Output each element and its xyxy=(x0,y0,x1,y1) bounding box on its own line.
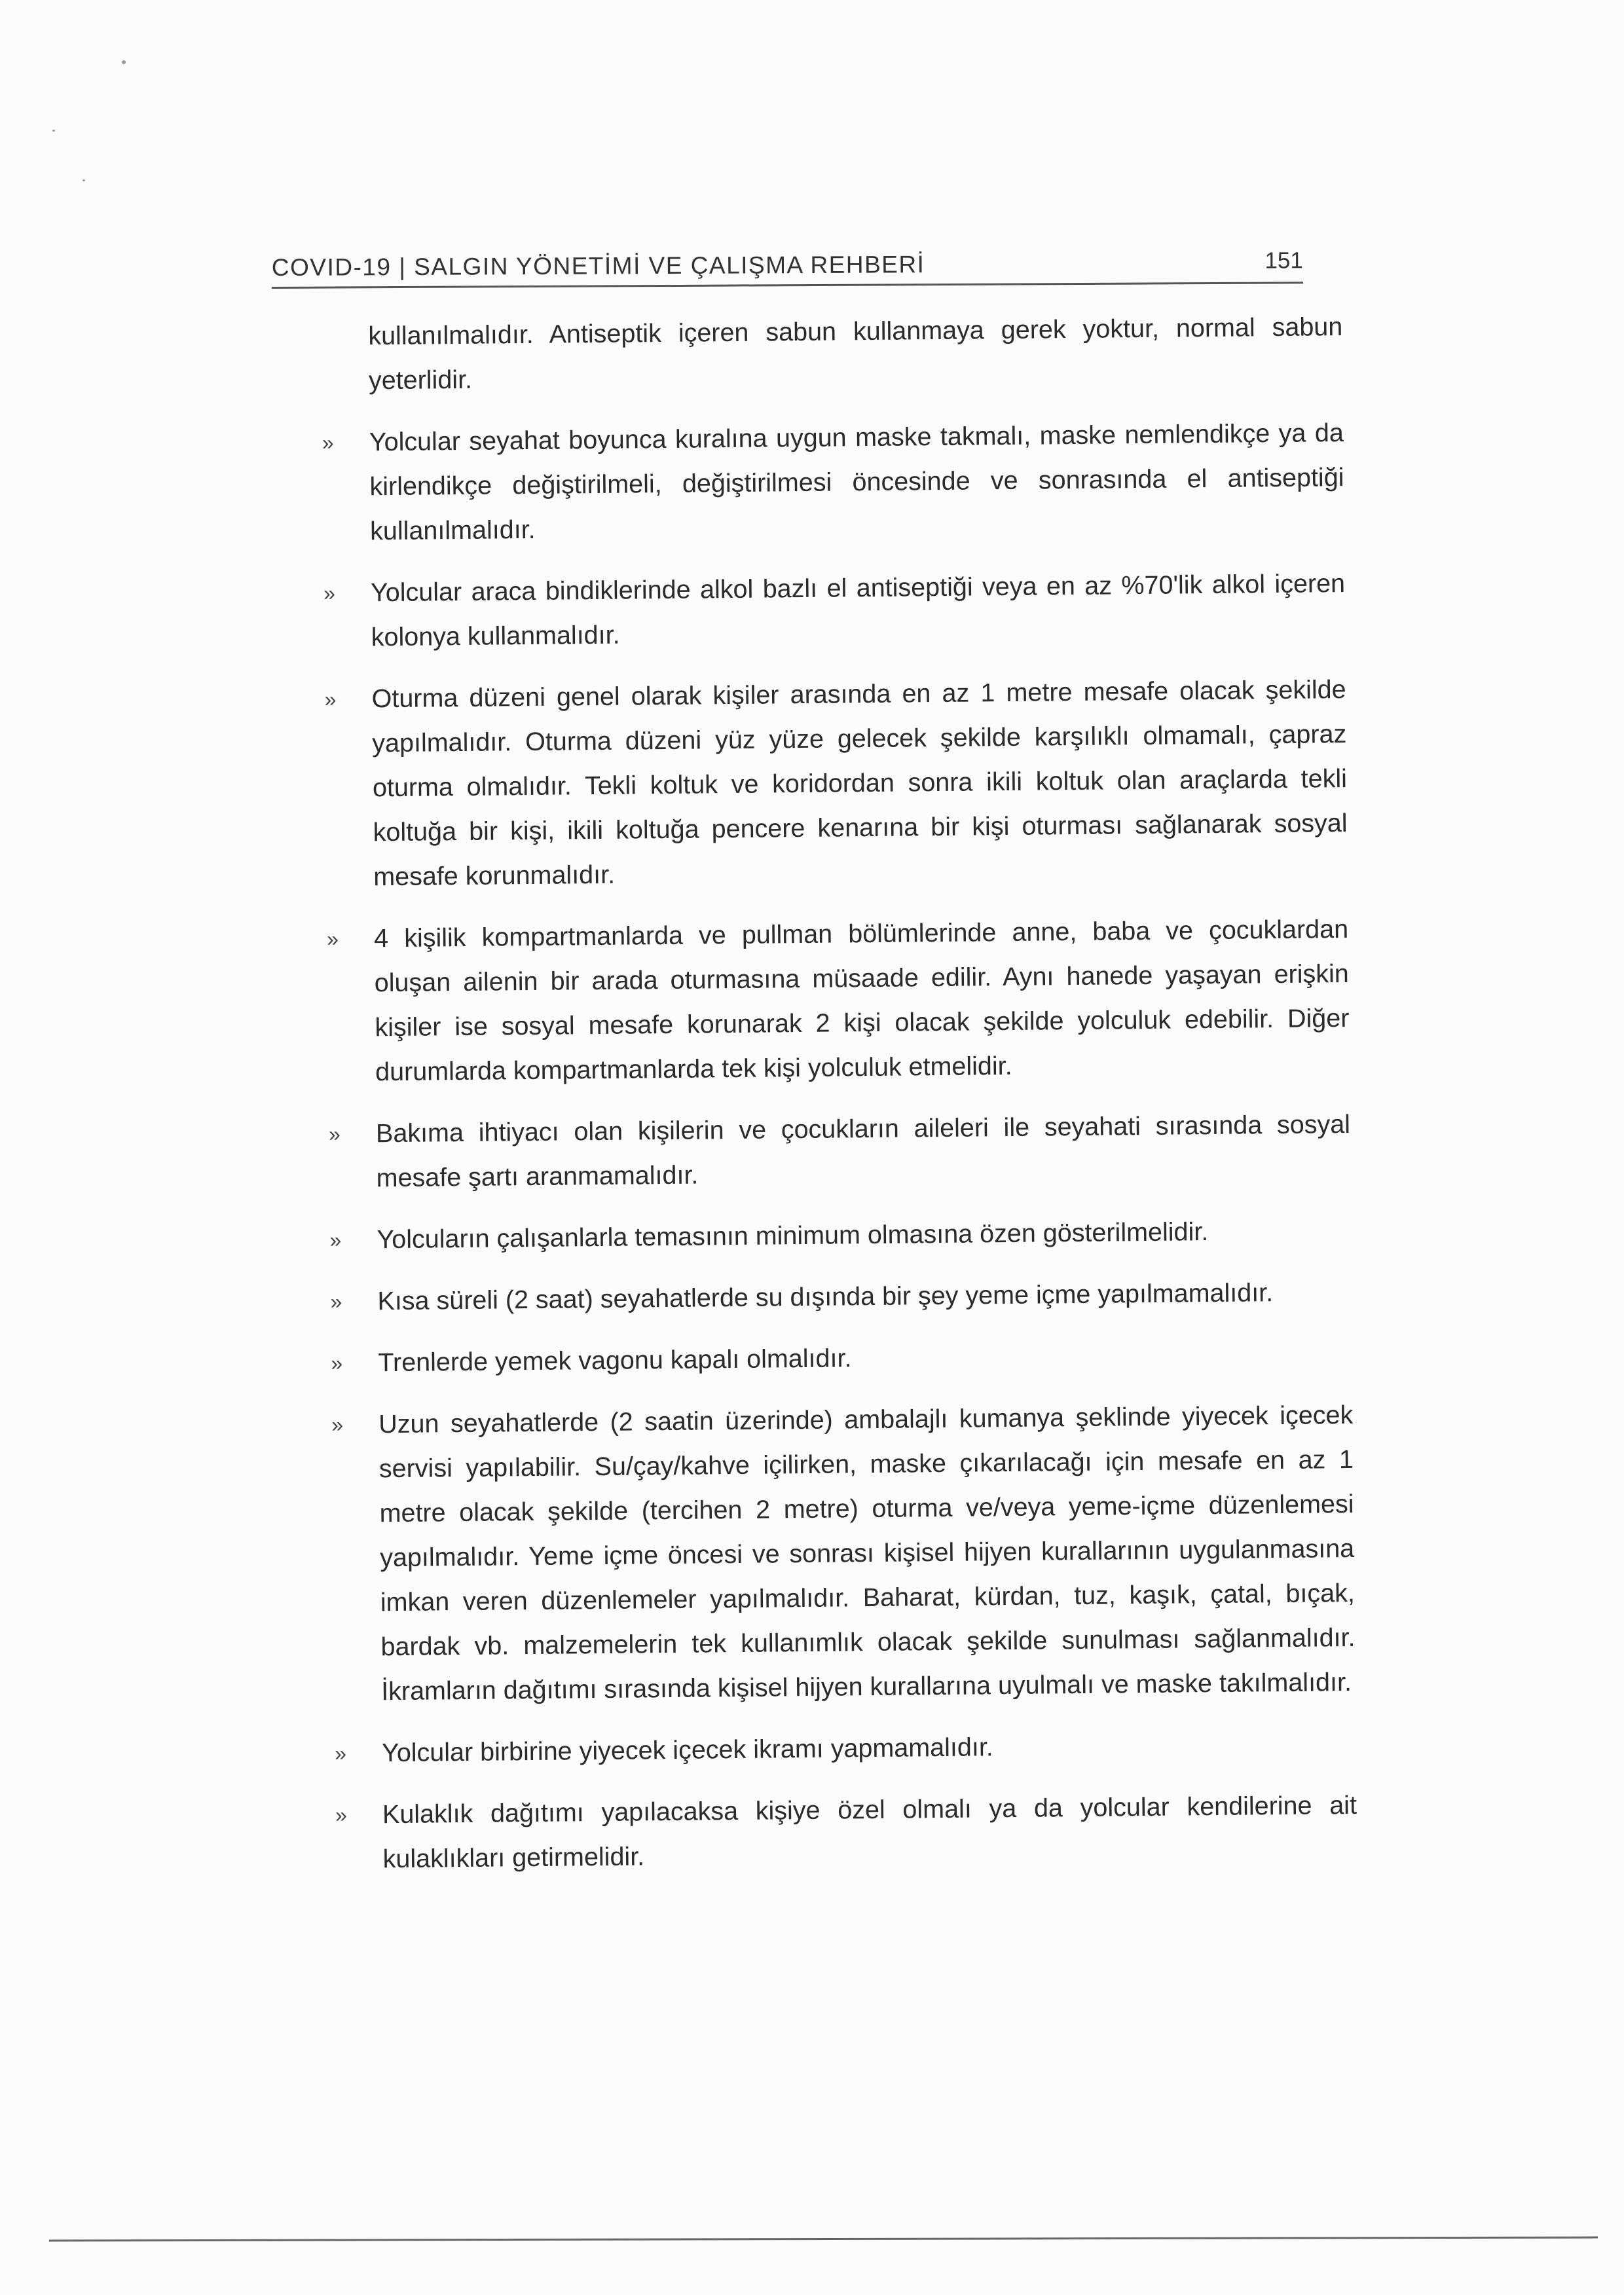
list-item-text: Kısa süreli (2 saat) seyahatlerde su dışında bir şey yeme içme yapılmamalıdır. xyxy=(377,1278,1274,1316)
list-item-text: Trenlerde yemek vagonu kapalı olmalıdır. xyxy=(378,1344,852,1378)
scan-speck xyxy=(122,60,126,64)
list-item xyxy=(324,667,1348,900)
page-header xyxy=(272,236,1303,289)
page-body xyxy=(321,304,1357,1899)
list-item xyxy=(329,1102,1351,1201)
list-item xyxy=(327,907,1350,1095)
header-title: COVID-19 | SALGIN YÖNETİMİ VE ÇALIŞMA REHBERİ xyxy=(271,251,925,282)
list-item-text: 4 kişilik kompartmanlarda ve pullman bölümlerinde anne, baba ve çocuklardan oluşan ailenin bir arada oturmasına müsaade edilir. Aynı hanede yaşayan erişkin kişiler ise sosyal mesafe korunarak 2 kişi olacak şekilde yolculuk edebilir. Diğer durumlarda kompartmanlarda tek kişi yolculuk etmelidir. xyxy=(373,914,1350,1087)
list-item-text: Bakıma ihtiyacı olan kişilerin ve çocukların aileleri ile seyahati sırasında sosyal mesafe şartı aranmamalıdır. xyxy=(375,1109,1351,1193)
list-item-text: Uzun seyahatlerde (2 saatin üzerinde) ambalajlı kumanya şeklinde yiyecek içecek servisi yapılabilir. Su/çay/kahve içilirken, maske çıkarılacağı için mesafe en az 1 metre olacak şekilde (tercihen 2 metre) oturma ve/veya yeme-içme düzenlemesi yapılmalıdır. Yeme içme öncesi ve sonrası kişisel hijyen kurallarının uygulanmasına imkan veren düzenlemeler yapılmalıdır. Baharat, kürdan, tuz, kaşık, çatal, bıçak, bardak vb. malzemelerin tek kullanımlık olacak şekilde sunulması sağlanmalıdır. İkramların dağıtımı sırasında kişisel hijyen kurallarına uyulmalı ve maske takılmalıdır. xyxy=(378,1400,1356,1706)
list-item-text: Yolcular seyahat boyunca kuralına uygun maske takmalı, maske nemlendikçe ya da kirlendikçe değiştirilmeli, değiştirilmesi öncesinde ve sonrasında el antiseptiği kullanılmalıdır. xyxy=(369,418,1344,546)
bullet-marker: » xyxy=(331,1412,344,1437)
list-item-text: Yolcuların çalışanlarla temasının minimum olmasına özen gösterilmelidir. xyxy=(377,1217,1209,1255)
list-item-text: Yolcular araca bindiklerinde alkol bazlı el antiseptiği veya en az %70'lik alkol içeren kolonya kullanmalıdır. xyxy=(370,569,1346,652)
scan-speck xyxy=(52,130,55,132)
bullet-marker: » xyxy=(323,581,336,605)
bullet-marker: » xyxy=(331,1351,343,1375)
list-item xyxy=(331,1331,1353,1386)
list-item xyxy=(335,1721,1357,1776)
bullet-marker: » xyxy=(329,1228,342,1252)
bullet-marker: » xyxy=(330,1289,342,1313)
bullet-marker: » xyxy=(324,687,337,711)
bullet-marker: » xyxy=(322,430,334,454)
list-item xyxy=(329,1208,1352,1262)
list-item xyxy=(322,411,1345,554)
list-item-text: Oturma düzeni genel olarak kişiler arasında en az 1 metre mesafe olacak şekilde yapılmalıdır. Oturma düzeni yüz yüze gelecek şekilde karşılıklı olmamalı, çapraz oturma olmalıdır. Tekli koltuk ve koridordan sonra ikili koltuk olan araçlarda tekli koltuğa bir kişi, ikili koltuğa pencere kenarına bir kişi oturması sağlanarak sosyal mesafe korunmalıdır. xyxy=(371,674,1348,892)
bullet-marker: » xyxy=(328,1122,341,1146)
list-item-text: Kulaklık dağıtımı yapılacaksa kişiye özel olmalı ya da yolcular kendilerine ait kulaklıkları getirmelidir. xyxy=(382,1790,1357,1874)
list-item xyxy=(330,1270,1352,1324)
list-item xyxy=(335,1783,1357,1882)
bullet-marker: » xyxy=(335,1803,347,1827)
bullet-marker: » xyxy=(334,1741,347,1765)
intro-continuation: kullanılmalıdır. Antiseptik içeren sabun kullanmaya gerek yoktur, normal sabun yeterlidir. xyxy=(368,312,1343,395)
footer-rule xyxy=(49,2237,1598,2242)
list-item-text: Yolcular birbirine yiyecek içecek ikramı yapmamalıdır. xyxy=(381,1733,993,1768)
list-item xyxy=(331,1393,1356,1714)
list-item xyxy=(323,561,1346,660)
bullet-marker: » xyxy=(326,927,339,951)
page-number: 151 xyxy=(1264,248,1303,274)
scan-speck xyxy=(83,179,85,181)
